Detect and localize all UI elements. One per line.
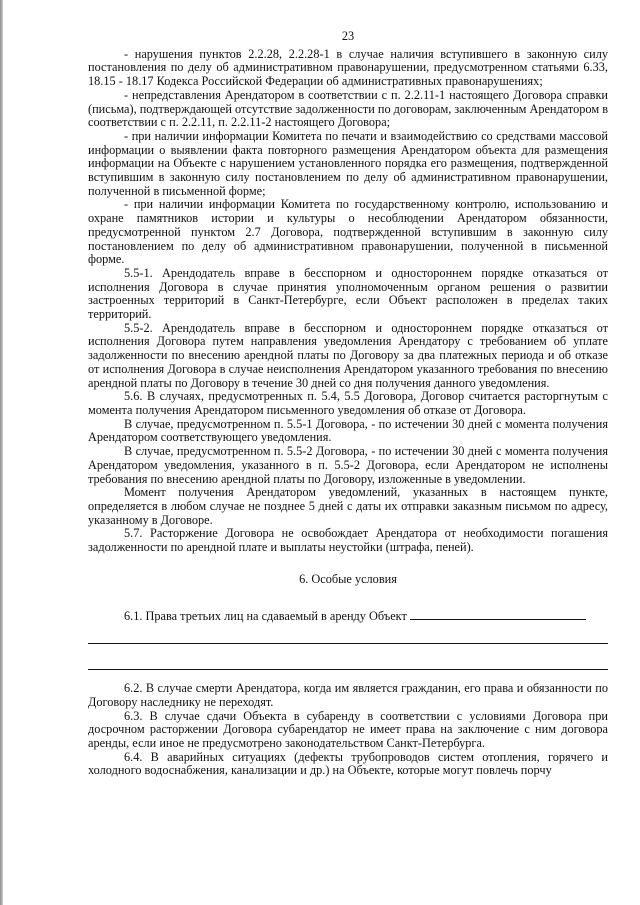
clause-5-6: 5.6. В случаях, предусмотренных п. 5.4, 5.5 Договора, Договор считается расторгнутым с момента получения Арендатором письменного уведомления об отказе от Договора.: [88, 389, 608, 417]
clause-6-4: 6.4. В аварийных ситуациях (дефекты трубопроводов систем отопления, горячего и холодного водоснабжения, канализации и др.) на Объекте, которые могут повлечь порчу: [88, 749, 608, 778]
clause-6-1-text: 6.1. Права третьих лиц на сдаваемый в аренду Объект: [124, 609, 407, 624]
clause-5-6-case-2: В случае, предусмотренном п. 5.5-2 Договора, - по истечении 30 дней с момента получения Арендатором уведомления, указанного в п. 5.5-2 Договора, если Арендатором не исполнены требования по внесению арендной платы по Договору, изложенные в уведомлении.: [88, 444, 608, 486]
page-number: 23: [341, 29, 355, 43]
paragraph-press-committee: - при наличии информации Комитета по печати и взаимодействию со средствами массовой информации о выявлении факта повторного размещения Арендатором объекта для размещения информации на Объекте с нарушением установленного порядка его размещения, подтвержденной вступившим в законную силу постановлением по делу об административном правонарушении, полученной в письменной форме;: [88, 128, 608, 198]
clause-6-1: [88, 608, 608, 624]
document-page: [88, 30, 608, 778]
clause-5-5-2: 5.5-2. Арендодатель вправе в бесспорном и одностороннем порядке отказаться от исполнения Договора путем направления уведомления Арендатору с требованием об уплате задолженности по внесению арендной платы по Договору за два платежных периода и об отказе от исполнения Договора в случае неисполнения Арендатором указанного требования по внесению арендной платы по Договору в течение 30 дней со дня получения данного уведомления.: [88, 320, 608, 390]
clause-5-5-1: 5.5-1. Арендодатель вправе в бесспорном и одностороннем порядке отказаться от исполнения Договора в случае принятия уполномоченным органом решения о развитии застроенных территорий в Санкт-Петербурге, если Объект расположен в пределах таких территорий.: [88, 265, 608, 322]
clause-5-6-notice-moment: Момент получения Арендатором уведомлений, указанных в настоящем пункте, определяется в любом случае не позднее 5 дней с даты их отправки заказным письмом по адресу, указанному в Договоре.: [88, 485, 608, 527]
section-title: 6. Особые условия: [299, 571, 397, 586]
fill-line-2: [88, 656, 608, 670]
clause-6-3: 6.3. В случае сдачи Объекта в субаренду в соответствии с условиями Договора при досрочном расторжении Договора субарендатор не имеет права на заключение с ним договора аренды, если иное не предусмотрено законодательством Санкт-Петербурга.: [88, 708, 608, 750]
third-party-rights-blank: [410, 608, 586, 620]
clause-5-7: 5.7. Расторжение Договора не освобождает Арендатора от необходимости погашения задолженности по арендной плате и выплаты неустойки (штрафа, пеней).: [88, 526, 608, 555]
paragraph-heritage-committee: - при наличии информации Комитета по государственному контролю, использованию и охране памятников истории и культуры о несоблюдении Арендатором обязанности, предусмотренной пунктом 2.7 Договора, подтвержденной вступившим в законную силу постановлением по делу об административном правонарушении, полученной в письменной форме.: [88, 197, 608, 267]
clause-6-2: 6.2. В случае смерти Арендатора, когда им является гражданин, его права и обязанности по Договору наследнику не переходят.: [88, 681, 608, 709]
fill-line-1: [88, 630, 608, 644]
clause-5-6-case-1: В случае, предусмотренном п. 5.5-1 Договора, - по истечении 30 дней с момента получения Арендатором соответствующего уведомления.: [88, 416, 608, 445]
paragraph-violations: - нарушения пунктов 2.2.28, 2.2.28-1 в случае наличия вступившего в законную силу постановления по делу об административном правонарушении, предусмотренном статьями 6.33, 18.15 - 18.17 Кодекса Российской Федерации об административных правонарушениях;: [88, 46, 608, 89]
paragraph-certificate: - непредставления Арендатором в соответствии с п. 2.2.11-1 настоящего Договора справки (письма), подтверждающей отсутствие задолженности по договорам, заключенным Арендатором в соответствии с п. 2.2.11, п. 2.2.11-2 настоящего Договора;: [88, 87, 608, 130]
page-edge-shadow: [0, 0, 3, 905]
